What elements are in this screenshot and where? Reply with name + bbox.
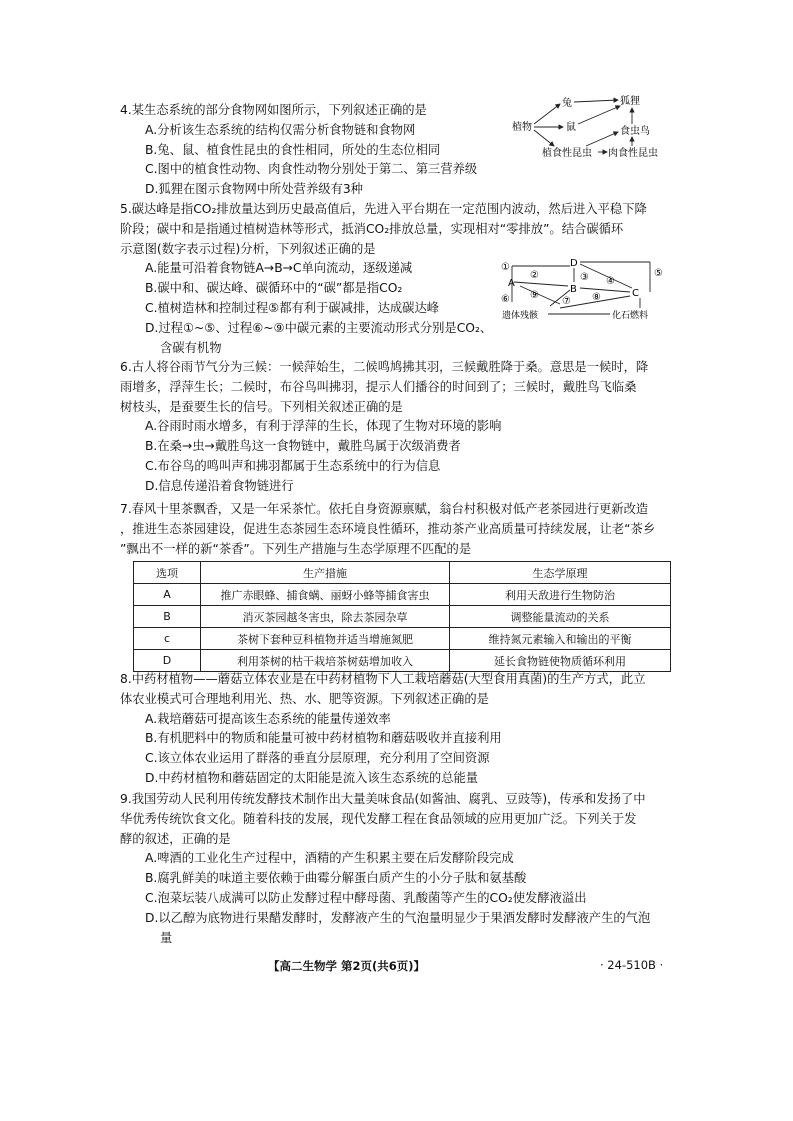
- q7-cell-principle: 利用天敌进行生物防治: [450, 584, 671, 606]
- cc-process-8: ⑧: [592, 292, 601, 303]
- q5-line-3: 示意图(数字表示过程)分析，下列叙述正确的是: [120, 241, 376, 256]
- fw-arrow-mouse-fox: [578, 106, 620, 124]
- q7-cell-option: B: [134, 606, 201, 628]
- q4-option-b: B.兔、鼠、植食性昆虫的食性相同，所处的生态位相同: [145, 142, 441, 157]
- q5-line-2: 阶段；碳中和是指通过植树造林等形式，抵消CO₂排放总量，实现相对“零排放”。结合碳循环: [120, 221, 624, 236]
- q8-line-1: 8.中药材植物——蘑菇立体农业是在中药材植物下人工栽培蘑菇(大型食用真菌)的生产方式，此立: [120, 672, 646, 686]
- q8-option-c: C.该立体农业运用了群落的垂直分层原理，充分利用了空间资源: [145, 751, 490, 766]
- q7-cell-option: c: [134, 628, 201, 650]
- q7-th-measure: 生产措施: [201, 562, 450, 584]
- cc-node-remains: 遗体残骸: [502, 311, 539, 320]
- cc-node-C: C: [632, 288, 639, 299]
- q6-option-c: C.布谷鸟的鸣叫声和拂羽都属于生态系统中的行为信息: [145, 458, 441, 473]
- q9-option-b: B.腐乳鲜美的味道主要依赖于曲霉分解蛋白质产生的小分子肽和氨基酸: [145, 871, 527, 886]
- q7-cell-measure: 推广赤眼蜂、捕食螨、丽蚜小蜂等捕食害虫: [201, 584, 450, 606]
- fw-herb-insect: 植食性昆虫: [542, 148, 592, 159]
- q8-option-a: A.栽培蘑菇可提高该生态系统的能量传递效率: [145, 711, 391, 726]
- cc-process-3: ③: [580, 272, 589, 283]
- q6-option-a: A.谷雨时雨水增多，有利于浮萍的生长，体现了生物对环境的影响: [145, 419, 502, 434]
- q4-option-a: A.分析该生态系统的结构仅需分析食物链和食物网: [145, 122, 416, 137]
- fw-carn-insect: 肉食性昆虫: [608, 148, 658, 159]
- q9-line-1: 9.我国劳动人民利用传统发酵技术制作出大量美味食品(如酱油、腐乳、豆豉等)，传承和发扬了中: [120, 792, 646, 806]
- q7-cell-measure: 消灭茶园越冬害虫，除去茶园杂草: [201, 606, 450, 628]
- cc-edge-A-remains: [520, 286, 560, 304]
- q5-option-b: B.碳中和、碳达峰、碳循环中的“碳”都是指CO₂: [145, 281, 403, 296]
- fw-arrow-rabbit-fox: [574, 100, 618, 102]
- q7-line-2: ，推进生态茶园建设，促进生态茶园生态环境良性循环，推动茶产业高质量可持续发展，让老“茶乡: [120, 521, 656, 536]
- q5-line-1: 5.碳达峰是指CO₂排放量达到历史最高值后，先进入平台期在一定范围内波动，然后进入平稳下降: [120, 202, 647, 216]
- q5-option-d2: 含碳有机物: [160, 340, 222, 355]
- fw-plant: 植物: [512, 122, 532, 133]
- fw-bird: 食虫鸟: [620, 126, 650, 137]
- footer-code: · 24-510B ·: [600, 958, 664, 972]
- q7-cell-measure: 利用茶树的枯干栽培茶树菇增加收入: [201, 650, 450, 672]
- cc-process-4: ④: [606, 276, 615, 287]
- q4-food-web-diagram: [508, 94, 678, 166]
- q5-carbon-cycle-diagram: [500, 256, 680, 320]
- q9-line-3: 酵的叙述，正确的是: [120, 831, 231, 846]
- q6-line-1: 6.古人将谷雨节气分为三候：一候萍始生，二候鸣鸠拂其羽，三候戴胜降于桑。意思是一候时，降: [120, 360, 649, 374]
- q4-option-c: C.图中的植食性动物、肉食性动物分别处于第二、第三营养级: [145, 162, 478, 177]
- q7-table-header: [134, 562, 671, 584]
- fw-arrow-herb-bird: [586, 132, 618, 146]
- q7-cell-option: A: [134, 584, 201, 606]
- q8-option-d: D.中药材植物和蘑菇固定的太阳能是流入该生态系统的总能量: [145, 770, 479, 785]
- cc-process-1: ①: [501, 262, 510, 273]
- fw-arrow-plant-rabbit: [534, 104, 560, 124]
- cc-node-fossil: 化石燃料: [612, 311, 649, 320]
- cc-process-5: ⑤: [654, 268, 663, 279]
- q4-option-d: D.狐狸在图示食物网中所处营养级有3种: [145, 182, 363, 197]
- q7-table: [133, 561, 671, 672]
- question-8: [120, 670, 680, 789]
- question-7: [120, 500, 680, 559]
- q7-line-3: ”飘出不一样的新“茶香”。下列生产措施与生态学原理不匹配的是: [120, 541, 472, 556]
- table-row: [134, 628, 671, 650]
- q6-option-d: D.信息传递沿着食物链进行: [145, 478, 294, 493]
- q8-line-2: 体农业模式可合理地利用光、热、水、肥等资源。下列叙述正确的是: [120, 691, 489, 706]
- question-9: [120, 790, 680, 948]
- q9-option-d1: D.以乙醇为底物进行果醋发酵时，发酵液产生的气泡量明显少于果酒发酵时发酵液产生的气泡: [145, 910, 651, 925]
- q7-line-1: 7.春风十里茶飘香，又是一年采茶忙。依托自身资源禀赋，翁台村积极对低产老茶园进行更新改造: [120, 502, 649, 516]
- fw-rabbit: 兔: [562, 98, 572, 109]
- q7-cell-principle: 维持氮元素输入和输出的平衡: [450, 628, 671, 650]
- footer-page-info: 【高二生物学 第2页(共6页)】: [268, 959, 426, 973]
- q6-line-3: 树枝头，是蚕要生长的信号。下列相关叙述正确的是: [120, 399, 403, 414]
- q9-line-2: 华优秀传统饮食文化。随着科技的发展，现代发酵工程在食品领域的应用更加广泛。下列关于发: [120, 811, 637, 826]
- q7-cell-option: D: [134, 650, 201, 672]
- cc-edge-A-B: [514, 282, 568, 286]
- fw-arrow-plant-herbinsect: [534, 130, 554, 146]
- q6-option-b: B.在桑→虫→戴胜鸟这一食物链中，戴胜鸟属于次级消费者: [145, 439, 461, 454]
- cc-node-A: A: [508, 278, 515, 289]
- cc-node-B: B: [570, 284, 577, 295]
- q6-line-2: 雨增多，浮萍生长；二候时，布谷鸟叫拂羽，提示人们播谷的时间到了；三候时，戴胜鸟飞临桑: [120, 379, 637, 394]
- cc-edge-B-C: [580, 288, 630, 292]
- q9-option-a: A.啤酒的工业化生产过程中，酒精的产生积累主要在后发酵阶段完成: [145, 851, 514, 866]
- table-row: [134, 584, 671, 606]
- cc-process-6: ⑥: [501, 294, 510, 305]
- cc-process-2: ②: [530, 270, 539, 281]
- cc-node-D: D: [570, 258, 578, 269]
- q4-stem: 4.某生态系统的部分食物网如图所示，下列叙述正确的是: [120, 103, 427, 117]
- q7-th-principle: 生态学原理: [450, 562, 671, 584]
- q7-cell-principle: 调整能量流动的关系: [450, 606, 671, 628]
- cc-process-9: ⑨: [530, 290, 539, 301]
- table-row: [134, 606, 671, 628]
- q9-option-d2: 量: [160, 930, 173, 945]
- q9-option-c: C.泡菜坛装八成满可以防止发酵过程中酵母菌、乳酸菌等产生的CO₂使发酵液溢出: [145, 890, 587, 905]
- cc-process-7: ⑦: [562, 296, 571, 307]
- q7-th-option: 选项: [134, 562, 201, 584]
- table-row: [134, 650, 671, 672]
- q5-option-a: A.能量可沿着食物链A→B→C单向流动，逐级递减: [145, 261, 413, 276]
- q5-option-c: C.植树造林和控制过程⑤都有利于碳减排，达成碳达峰: [145, 300, 440, 315]
- q7-cell-measure: 茶树下套种豆科植物并适当增施氮肥: [201, 628, 450, 650]
- q5-option-d1: D.过程①~⑤、过程⑥~⑨中碳元素的主要流动形式分别是CO₂、: [145, 320, 493, 335]
- fw-fox: 狐狸: [620, 96, 640, 107]
- fw-mouse: 鼠: [566, 122, 576, 133]
- q7-cell-principle: 延长食物链使物质循环利用: [450, 650, 671, 672]
- question-6: [120, 358, 680, 497]
- question-4: [120, 101, 500, 200]
- q8-option-b: B.有机肥料中的物质和能量可被中药材植物和蘑菇吸收并直接利用: [145, 731, 502, 746]
